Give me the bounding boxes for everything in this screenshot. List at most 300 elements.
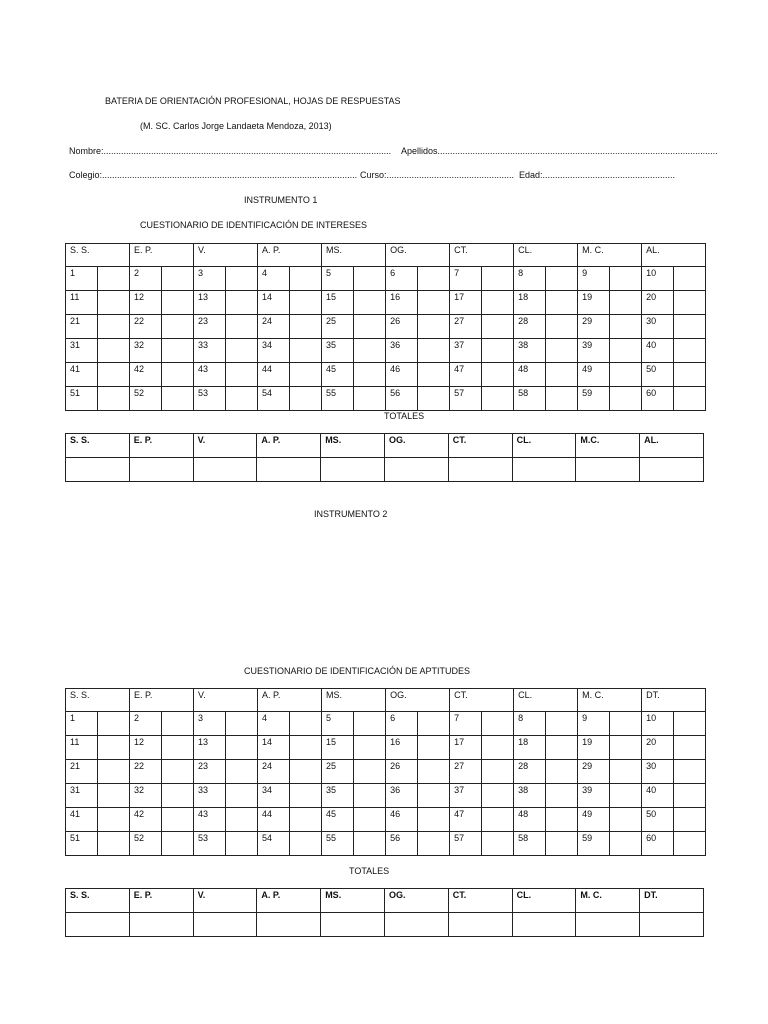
total-cell[interactable] [384, 913, 448, 937]
answer-cell[interactable] [354, 315, 386, 339]
answer-cell[interactable] [162, 736, 194, 760]
total-cell[interactable] [576, 913, 640, 937]
answer-cell[interactable] [418, 363, 450, 387]
question-number: 58 [514, 387, 546, 411]
question-number: 22 [130, 760, 162, 784]
total-cell[interactable] [512, 913, 576, 937]
column-header: A. P. [258, 689, 322, 712]
question-number: 24 [258, 760, 290, 784]
answer-cell[interactable] [354, 784, 386, 808]
answer-cell[interactable] [98, 363, 130, 387]
question-number: 48 [514, 363, 546, 387]
question-number: 59 [578, 832, 610, 856]
question-number: 32 [130, 339, 162, 363]
instrument-1-heading: INSTRUMENTO 1 [244, 195, 318, 205]
curso-field: Curso:................................................... [360, 170, 515, 180]
question-number: 11 [66, 736, 98, 760]
answer-cell[interactable] [546, 808, 578, 832]
answer-cell[interactable] [674, 339, 706, 363]
answer-cell[interactable] [162, 784, 194, 808]
table-row [66, 832, 706, 856]
question-number: 10 [642, 712, 674, 736]
answer-cell[interactable] [418, 832, 450, 856]
answer-cell[interactable] [290, 267, 322, 291]
totals-column-header: S. S. [66, 434, 130, 458]
answer-cell[interactable] [290, 712, 322, 736]
answer-cell[interactable] [290, 832, 322, 856]
question-number: 38 [514, 784, 546, 808]
column-header: M. C. [578, 689, 642, 712]
total-cell[interactable] [321, 458, 385, 482]
answer-cell[interactable] [418, 387, 450, 411]
answer-cell[interactable] [98, 784, 130, 808]
table-row [66, 339, 706, 363]
question-number: 29 [578, 315, 610, 339]
question-number: 31 [66, 339, 98, 363]
totals-value-row [66, 458, 704, 482]
table-row [66, 267, 706, 291]
answer-cell[interactable] [482, 736, 514, 760]
question-number: 45 [322, 363, 354, 387]
answer-cell[interactable] [354, 760, 386, 784]
answer-cell[interactable] [418, 315, 450, 339]
question-number: 33 [194, 339, 226, 363]
answer-cell[interactable] [610, 736, 642, 760]
question-number: 40 [642, 784, 674, 808]
question-number: 16 [386, 291, 418, 315]
question-number: 57 [450, 832, 482, 856]
question-number: 28 [514, 315, 546, 339]
question-number: 41 [66, 363, 98, 387]
answer-cell[interactable] [546, 363, 578, 387]
answer-cell[interactable] [610, 315, 642, 339]
question-number: 18 [514, 736, 546, 760]
answer-cell[interactable] [482, 387, 514, 411]
column-header: CT. [450, 689, 514, 712]
question-number: 11 [66, 291, 98, 315]
answer-cell[interactable] [226, 339, 258, 363]
answer-cell[interactable] [610, 339, 642, 363]
question-number: 1 [66, 267, 98, 291]
answer-cell[interactable] [546, 832, 578, 856]
question-number: 25 [322, 760, 354, 784]
answer-cell[interactable] [226, 760, 258, 784]
question-number: 25 [322, 315, 354, 339]
question-number: 43 [194, 363, 226, 387]
question-number: 27 [450, 760, 482, 784]
answer-cell[interactable] [354, 363, 386, 387]
answer-cell[interactable] [98, 267, 130, 291]
question-number: 55 [322, 387, 354, 411]
question-number: 14 [258, 736, 290, 760]
answer-cell[interactable] [226, 832, 258, 856]
question-number: 17 [450, 291, 482, 315]
question-number: 52 [130, 832, 162, 856]
column-header: M. C. [578, 244, 642, 267]
answer-cell[interactable] [226, 712, 258, 736]
question-number: 59 [578, 387, 610, 411]
answer-cell[interactable] [354, 267, 386, 291]
answer-cell[interactable] [290, 736, 322, 760]
answer-cell[interactable] [162, 832, 194, 856]
answer-cell[interactable] [290, 291, 322, 315]
question-number: 8 [514, 712, 546, 736]
answer-cell[interactable] [674, 808, 706, 832]
answer-cell[interactable] [354, 291, 386, 315]
question-number: 5 [322, 267, 354, 291]
answer-cell[interactable] [610, 712, 642, 736]
question-number: 49 [578, 363, 610, 387]
aptitudes-totals-table [65, 888, 704, 937]
question-number: 6 [386, 267, 418, 291]
answer-cell[interactable] [674, 712, 706, 736]
apellidos-field: Apellidos................................................................................................................ [401, 146, 718, 156]
answer-cell[interactable] [482, 315, 514, 339]
totals-column-header: OG. [384, 434, 448, 458]
total-cell[interactable] [257, 913, 321, 937]
table-row [66, 291, 706, 315]
question-number: 31 [66, 784, 98, 808]
interests-answer-table [65, 243, 706, 411]
question-number: 27 [450, 315, 482, 339]
table-row [66, 712, 706, 736]
answer-cell[interactable] [162, 291, 194, 315]
answer-cell[interactable] [674, 832, 706, 856]
answer-cell[interactable] [418, 760, 450, 784]
answer-cell[interactable] [290, 808, 322, 832]
answer-cell[interactable] [482, 784, 514, 808]
answer-cell[interactable] [226, 291, 258, 315]
totals-header-row [66, 434, 704, 458]
answer-cell[interactable] [162, 712, 194, 736]
answer-cell[interactable] [610, 363, 642, 387]
answer-cell[interactable] [418, 784, 450, 808]
answer-cell[interactable] [674, 736, 706, 760]
answer-cell[interactable] [162, 760, 194, 784]
answer-cell[interactable] [226, 315, 258, 339]
totals-column-header: CL. [512, 889, 576, 913]
question-number: 19 [578, 736, 610, 760]
column-header: E. P. [130, 689, 194, 712]
question-number: 51 [66, 387, 98, 411]
answer-cell[interactable] [546, 267, 578, 291]
question-number: 8 [514, 267, 546, 291]
answer-cell[interactable] [98, 760, 130, 784]
answer-cell[interactable] [354, 832, 386, 856]
question-number: 1 [66, 712, 98, 736]
totals-value-row [66, 913, 704, 937]
answer-cell[interactable] [610, 267, 642, 291]
aptitudes-answer-table [65, 688, 706, 856]
total-cell[interactable] [193, 913, 257, 937]
answer-cell[interactable] [162, 315, 194, 339]
question-number: 57 [450, 387, 482, 411]
answer-cell[interactable] [290, 784, 322, 808]
column-header: MS. [322, 689, 386, 712]
question-number: 35 [322, 339, 354, 363]
question-number: 26 [386, 760, 418, 784]
answer-cell[interactable] [354, 712, 386, 736]
question-number: 19 [578, 291, 610, 315]
question-number: 52 [130, 387, 162, 411]
answer-cell[interactable] [418, 291, 450, 315]
column-header: V. [194, 689, 258, 712]
question-number: 33 [194, 784, 226, 808]
question-number: 4 [258, 712, 290, 736]
table-row [66, 315, 706, 339]
table-row [66, 387, 706, 411]
totals-column-header: E. P. [129, 889, 193, 913]
answer-cell[interactable] [98, 339, 130, 363]
total-cell[interactable] [66, 458, 130, 482]
question-number: 58 [514, 832, 546, 856]
question-number: 46 [386, 808, 418, 832]
answer-cell[interactable] [674, 760, 706, 784]
answer-cell[interactable] [482, 363, 514, 387]
question-number: 15 [322, 736, 354, 760]
question-number: 51 [66, 832, 98, 856]
total-cell[interactable] [321, 913, 385, 937]
answer-cell[interactable] [674, 784, 706, 808]
total-cell[interactable] [448, 913, 512, 937]
answer-cell[interactable] [482, 760, 514, 784]
question-number: 39 [578, 784, 610, 808]
totals-column-header: CT. [448, 889, 512, 913]
answer-cell[interactable] [354, 808, 386, 832]
answer-cell[interactable] [290, 339, 322, 363]
question-number: 38 [514, 339, 546, 363]
total-cell[interactable] [448, 458, 512, 482]
totals-column-header: OG. [384, 889, 448, 913]
question-number: 12 [130, 291, 162, 315]
question-number: 39 [578, 339, 610, 363]
question-number: 37 [450, 339, 482, 363]
answer-cell[interactable] [610, 784, 642, 808]
total-cell[interactable] [129, 913, 193, 937]
column-header: OG. [386, 244, 450, 267]
total-cell[interactable] [384, 458, 448, 482]
answer-cell[interactable] [482, 712, 514, 736]
question-number: 16 [386, 736, 418, 760]
question-number: 18 [514, 291, 546, 315]
question-number: 30 [642, 315, 674, 339]
questionnaire-1-heading: CUESTIONARIO DE IDENTIFICACIÓN DE INTERESES [140, 220, 368, 230]
answer-cell[interactable] [290, 387, 322, 411]
question-number: 13 [194, 291, 226, 315]
total-cell[interactable] [257, 458, 321, 482]
answer-cell[interactable] [610, 387, 642, 411]
question-number: 44 [258, 363, 290, 387]
total-cell[interactable] [576, 458, 640, 482]
author-line: (M. SC. Carlos Jorge Landaeta Mendoza, 2013) [140, 121, 332, 131]
answer-cell[interactable] [354, 736, 386, 760]
total-cell[interactable] [193, 458, 257, 482]
answer-cell[interactable] [98, 712, 130, 736]
column-header: OG. [386, 689, 450, 712]
answer-cell[interactable] [546, 291, 578, 315]
answer-cell[interactable] [290, 315, 322, 339]
totals-column-header: A. P. [257, 889, 321, 913]
answer-cell[interactable] [162, 808, 194, 832]
answer-cell[interactable] [418, 339, 450, 363]
totals-label-1: TOTALES [384, 411, 425, 421]
answer-cell[interactable] [674, 387, 706, 411]
question-number: 2 [130, 267, 162, 291]
question-number: 32 [130, 784, 162, 808]
column-header: CL. [514, 689, 578, 712]
question-number: 20 [642, 736, 674, 760]
totals-column-header: CT. [448, 434, 512, 458]
answer-cell[interactable] [290, 363, 322, 387]
question-number: 10 [642, 267, 674, 291]
answer-cell[interactable] [482, 339, 514, 363]
answer-cell[interactable] [418, 808, 450, 832]
question-number: 45 [322, 808, 354, 832]
answer-cell[interactable] [418, 267, 450, 291]
answer-cell[interactable] [418, 712, 450, 736]
question-number: 55 [322, 832, 354, 856]
header-row [66, 244, 706, 267]
answer-cell[interactable] [290, 760, 322, 784]
totals-column-header: E. P. [129, 434, 193, 458]
question-number: 34 [258, 339, 290, 363]
column-header: V. [194, 244, 258, 267]
answer-cell[interactable] [546, 387, 578, 411]
question-number: 12 [130, 736, 162, 760]
question-number: 4 [258, 267, 290, 291]
question-number: 60 [642, 387, 674, 411]
question-number: 28 [514, 760, 546, 784]
question-number: 35 [322, 784, 354, 808]
answer-cell[interactable] [226, 736, 258, 760]
column-header: S. S. [66, 689, 130, 712]
question-number: 9 [578, 712, 610, 736]
answer-cell[interactable] [162, 267, 194, 291]
question-number: 46 [386, 363, 418, 387]
table-row [66, 784, 706, 808]
total-cell[interactable] [640, 913, 704, 937]
total-cell[interactable] [66, 913, 130, 937]
answer-cell[interactable] [482, 291, 514, 315]
answer-cell[interactable] [482, 267, 514, 291]
answer-cell[interactable] [226, 267, 258, 291]
column-header: CT. [450, 244, 514, 267]
question-number: 34 [258, 784, 290, 808]
answer-cell[interactable] [546, 736, 578, 760]
question-number: 44 [258, 808, 290, 832]
question-number: 14 [258, 291, 290, 315]
column-header: CL. [514, 244, 578, 267]
table-row [66, 760, 706, 784]
answer-cell[interactable] [546, 784, 578, 808]
answer-cell[interactable] [674, 315, 706, 339]
question-number: 56 [386, 387, 418, 411]
totals-column-header: S. S. [66, 889, 130, 913]
answer-cell[interactable] [98, 315, 130, 339]
nombre-field: Nombre:................................................................................................................... [69, 146, 392, 156]
answer-cell[interactable] [482, 832, 514, 856]
answer-cell[interactable] [674, 267, 706, 291]
question-number: 3 [194, 712, 226, 736]
question-number: 47 [450, 363, 482, 387]
answer-cell[interactable] [354, 339, 386, 363]
answer-cell[interactable] [226, 363, 258, 387]
answer-cell[interactable] [98, 832, 130, 856]
question-number: 5 [322, 712, 354, 736]
instrument-2-heading: INSTRUMENTO 2 [314, 509, 388, 519]
answer-cell[interactable] [482, 808, 514, 832]
question-number: 21 [66, 315, 98, 339]
answer-cell[interactable] [98, 387, 130, 411]
question-number: 60 [642, 832, 674, 856]
question-number: 54 [258, 387, 290, 411]
answer-cell[interactable] [162, 339, 194, 363]
answer-cell[interactable] [610, 291, 642, 315]
question-number: 56 [386, 832, 418, 856]
totals-header-row [66, 889, 704, 913]
column-header: MS. [322, 244, 386, 267]
question-number: 50 [642, 808, 674, 832]
header-row [66, 689, 706, 712]
totals-column-header: MS. [321, 889, 385, 913]
answer-cell[interactable] [674, 291, 706, 315]
question-number: 26 [386, 315, 418, 339]
answer-cell[interactable] [418, 736, 450, 760]
totals-column-header: M. C. [576, 889, 640, 913]
table-row [66, 808, 706, 832]
answer-cell[interactable] [610, 832, 642, 856]
answer-cell[interactable] [610, 760, 642, 784]
total-cell[interactable] [129, 458, 193, 482]
answer-cell[interactable] [546, 339, 578, 363]
answer-cell[interactable] [98, 736, 130, 760]
question-number: 7 [450, 267, 482, 291]
answer-cell[interactable] [546, 760, 578, 784]
totals-column-header: M.C. [576, 434, 640, 458]
column-header: E. P. [130, 244, 194, 267]
answer-cell[interactable] [226, 808, 258, 832]
question-number: 17 [450, 736, 482, 760]
question-number: 37 [450, 784, 482, 808]
answer-cell[interactable] [226, 387, 258, 411]
table-row [66, 363, 706, 387]
question-number: 2 [130, 712, 162, 736]
column-header: A. P. [258, 244, 322, 267]
question-number: 29 [578, 760, 610, 784]
total-cell[interactable] [640, 458, 704, 482]
answer-cell[interactable] [162, 363, 194, 387]
question-number: 54 [258, 832, 290, 856]
question-number: 50 [642, 363, 674, 387]
answer-cell[interactable] [610, 808, 642, 832]
total-cell[interactable] [512, 458, 576, 482]
totals-column-header: AL. [640, 434, 704, 458]
answer-cell[interactable] [226, 784, 258, 808]
answer-cell[interactable] [162, 387, 194, 411]
totals-column-header: A. P. [257, 434, 321, 458]
answer-cell[interactable] [674, 363, 706, 387]
question-number: 53 [194, 387, 226, 411]
question-number: 53 [194, 832, 226, 856]
question-number: 24 [258, 315, 290, 339]
answer-cell[interactable] [546, 712, 578, 736]
answer-cell[interactable] [546, 315, 578, 339]
answer-cell[interactable] [98, 291, 130, 315]
answer-cell[interactable] [354, 387, 386, 411]
question-number: 6 [386, 712, 418, 736]
answer-cell[interactable] [98, 808, 130, 832]
question-number: 23 [194, 315, 226, 339]
